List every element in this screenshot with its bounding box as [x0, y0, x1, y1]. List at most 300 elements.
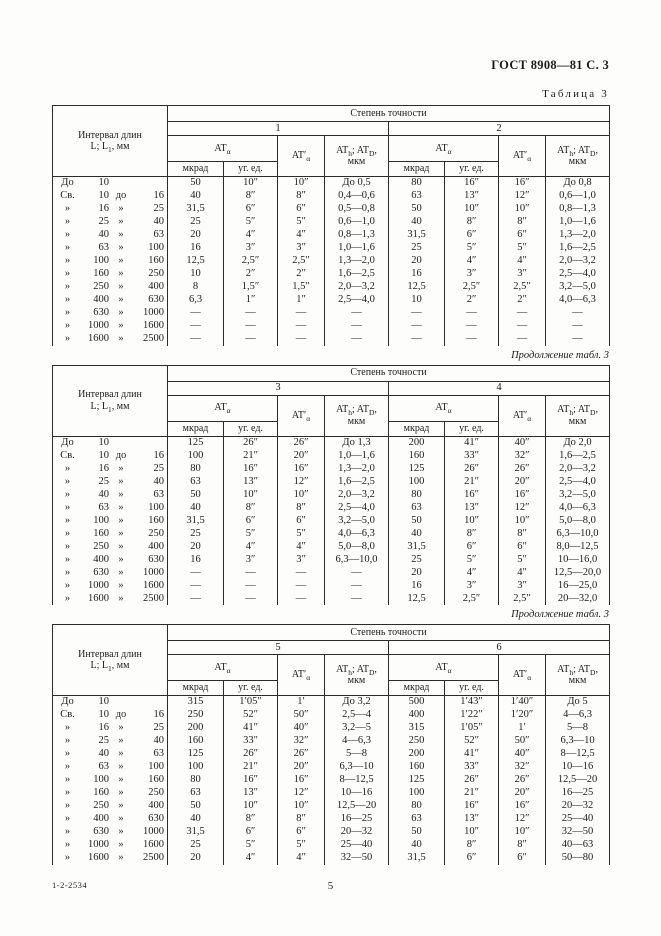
- value-cell: 0,5—0,8: [325, 203, 389, 216]
- value-cell: 6″: [224, 826, 278, 839]
- value-cell: 20: [389, 255, 445, 268]
- value-cell: —: [224, 592, 278, 605]
- value-cell: 4″: [224, 229, 278, 242]
- value-cell: 1,5″: [224, 281, 278, 294]
- value-cell: 6″: [445, 852, 499, 865]
- value-cell: 12″: [499, 813, 546, 826]
- value-cell: 63: [389, 501, 445, 514]
- value-cell: 1,3—2,0: [325, 462, 389, 475]
- value-cell: —: [168, 307, 224, 320]
- accuracy-degree-header: Степень точности: [168, 365, 610, 381]
- value-cell: 1′40″: [499, 696, 546, 709]
- value-cell: —: [389, 320, 445, 333]
- angular-units-header: уг. ед.: [445, 162, 499, 177]
- value-cell: 16″: [445, 177, 499, 190]
- value-cell: 160: [389, 449, 445, 462]
- value-cell: 500: [389, 696, 445, 709]
- value-cell: 1′: [278, 696, 325, 709]
- value-cell: 3,2—5: [325, 722, 389, 735]
- value-cell: 4″: [224, 540, 278, 553]
- value-cell: 16: [389, 268, 445, 281]
- table-row: [53, 540, 610, 553]
- table-row: [53, 242, 610, 255]
- at-h-d-header: $AT_h$; $AT_D$, мкм: [546, 395, 610, 436]
- value-cell: 2,5—4,0: [325, 501, 389, 514]
- value-cell: 20: [168, 540, 224, 553]
- value-cell: 10: [389, 294, 445, 307]
- interval-cell: Св. 10 до 16: [53, 190, 168, 203]
- value-cell: 16″: [224, 462, 278, 475]
- value-cell: 125: [168, 748, 224, 761]
- interval-cell: » 40 » 63: [53, 748, 168, 761]
- interval-cell: » 25 » 40: [53, 216, 168, 229]
- value-cell: 40: [168, 190, 224, 203]
- value-cell: 0,6—1,0: [325, 216, 389, 229]
- interval-cell: » 630 » 1000: [53, 566, 168, 579]
- value-cell: 6″: [499, 852, 546, 865]
- interval-cell: » 630 » 1000: [53, 307, 168, 320]
- value-cell: 40—63: [546, 839, 610, 852]
- angular-units-header: уг. ед.: [224, 421, 278, 436]
- interval-cell: » 250 » 400: [53, 540, 168, 553]
- value-cell: 6″: [278, 514, 325, 527]
- interval-cell: » 1000 » 1600: [53, 579, 168, 592]
- value-cell: —: [499, 333, 546, 346]
- value-cell: 8″: [445, 527, 499, 540]
- at-alpha-prime-header: $AT'_\alpha$: [278, 655, 325, 696]
- value-cell: 6,3—10: [325, 761, 389, 774]
- at-alpha-header: $AT_\alpha$: [389, 655, 499, 681]
- value-cell: 1′43″: [445, 696, 499, 709]
- value-cell: —: [445, 320, 499, 333]
- interval-cell: » 63 » 100: [53, 242, 168, 255]
- microrad-header: мкрад: [168, 421, 224, 436]
- interval-cell: » 63 » 100: [53, 501, 168, 514]
- value-cell: 10—16,0: [546, 553, 610, 566]
- value-cell: 0,6—1,0: [546, 190, 610, 203]
- table-row: [53, 839, 610, 852]
- value-cell: 10—16: [325, 787, 389, 800]
- value-cell: 8″: [499, 216, 546, 229]
- value-cell: 6″: [278, 203, 325, 216]
- table-row: [53, 709, 610, 722]
- value-cell: 16″: [278, 774, 325, 787]
- value-cell: 125: [389, 462, 445, 475]
- interval-cell: » 40 » 63: [53, 488, 168, 501]
- at-alpha-header: $AT_\alpha$: [389, 136, 499, 162]
- value-cell: —: [278, 592, 325, 605]
- value-cell: 125: [168, 436, 224, 449]
- value-cell: 1,0—1,6: [325, 449, 389, 462]
- value-cell: 20″: [278, 761, 325, 774]
- value-cell: 20—32: [325, 826, 389, 839]
- value-cell: 1′20″: [499, 709, 546, 722]
- value-cell: 8,0—12,5: [546, 540, 610, 553]
- value-cell: 8″: [499, 527, 546, 540]
- value-cell: 31,5: [389, 852, 445, 865]
- value-cell: 1″: [278, 294, 325, 307]
- value-cell: 5,0—8,0: [546, 514, 610, 527]
- value-cell: 1,3—2,0: [325, 255, 389, 268]
- at-alpha-header: $AT_\alpha$: [168, 395, 278, 421]
- interval-cell: » 25 » 40: [53, 735, 168, 748]
- value-cell: 6″: [499, 540, 546, 553]
- at-h-d-header: $AT_h$; $AT_D$, мкм: [546, 136, 610, 177]
- value-cell: 1,6—2,5: [325, 475, 389, 488]
- continuation-label: Продолжение табл. 3: [511, 609, 609, 620]
- value-cell: 16″: [499, 177, 546, 190]
- value-cell: —: [499, 320, 546, 333]
- value-cell: 12″: [278, 787, 325, 800]
- value-cell: 2,0—3,2: [325, 281, 389, 294]
- interval-cell: » 25 » 40: [53, 475, 168, 488]
- value-cell: —: [224, 307, 278, 320]
- value-cell: 32″: [499, 761, 546, 774]
- table-row: [53, 255, 610, 268]
- table-row: [53, 501, 610, 514]
- value-cell: 80: [389, 800, 445, 813]
- value-cell: 20″: [499, 787, 546, 800]
- table-row: [53, 216, 610, 229]
- value-cell: 26″: [499, 774, 546, 787]
- value-cell: 4″: [445, 255, 499, 268]
- value-cell: —: [224, 566, 278, 579]
- interval-cell: » 630 » 1000: [53, 826, 168, 839]
- value-cell: 6,3: [168, 294, 224, 307]
- interval-cell: » 160 » 250: [53, 787, 168, 800]
- value-cell: 12,5: [389, 592, 445, 605]
- interval-cell: Св. 10 до 16: [53, 449, 168, 462]
- value-cell: 40: [389, 839, 445, 852]
- value-cell: 1″: [224, 294, 278, 307]
- at-alpha-prime-header: $AT'_\alpha$: [499, 136, 546, 177]
- value-cell: 3″: [224, 553, 278, 566]
- value-cell: —: [278, 566, 325, 579]
- value-cell: 13″: [445, 813, 499, 826]
- value-cell: 32″: [499, 449, 546, 462]
- value-cell: 26″: [224, 748, 278, 761]
- value-cell: 2″: [278, 268, 325, 281]
- value-cell: 16″: [278, 462, 325, 475]
- value-cell: —: [278, 320, 325, 333]
- degree-number: 3: [168, 381, 389, 395]
- value-cell: 40″: [499, 748, 546, 761]
- value-cell: 100: [389, 787, 445, 800]
- interval-cell: » 63 » 100: [53, 761, 168, 774]
- at-alpha-header: $AT_\alpha$: [168, 136, 278, 162]
- table-row: [53, 449, 610, 462]
- value-cell: 20: [389, 566, 445, 579]
- value-cell: 20: [168, 852, 224, 865]
- value-cell: 41″: [224, 722, 278, 735]
- value-cell: 200: [168, 722, 224, 735]
- interval-cell: » 40 » 63: [53, 229, 168, 242]
- value-cell: 4″: [278, 540, 325, 553]
- value-cell: 1,3—2,0: [546, 229, 610, 242]
- value-cell: 2,5—4,0: [546, 475, 610, 488]
- interval-cell: » 250 » 400: [53, 800, 168, 813]
- value-cell: 4″: [499, 566, 546, 579]
- accuracy-table-3-4: [52, 365, 609, 606]
- table-row: [53, 774, 610, 787]
- degree-number: 5: [168, 641, 389, 655]
- value-cell: 12,5: [168, 255, 224, 268]
- value-cell: 8″: [278, 190, 325, 203]
- interval-column-header: Интервал длин L; $L_1$, мм: [53, 106, 168, 177]
- interval-cell: До 10: [53, 177, 168, 190]
- value-cell: 8″: [278, 813, 325, 826]
- value-cell: 4,0—6,3: [546, 501, 610, 514]
- value-cell: 4″: [278, 852, 325, 865]
- table-row: [53, 553, 610, 566]
- value-cell: 25—40: [546, 813, 610, 826]
- table-row: [53, 696, 610, 709]
- value-cell: 16: [168, 553, 224, 566]
- continuation-label: Продолжение табл. 3: [511, 349, 609, 361]
- value-cell: 16″: [499, 488, 546, 501]
- doc-header: ГОСТ 8908—81 С. 3: [491, 58, 609, 72]
- at-h-d-header: $AT_h$; $AT_D$, мкм: [325, 655, 389, 696]
- table-row: [53, 190, 610, 203]
- value-cell: 5″: [224, 839, 278, 852]
- value-cell: 16—25: [546, 787, 610, 800]
- value-cell: 3,2—5,0: [546, 281, 610, 294]
- table-row: [53, 761, 610, 774]
- value-cell: 6″: [445, 540, 499, 553]
- value-cell: 26″: [499, 462, 546, 475]
- value-cell: 26″: [445, 774, 499, 787]
- value-cell: До 5: [546, 696, 610, 709]
- value-cell: —: [445, 333, 499, 346]
- value-cell: —: [224, 333, 278, 346]
- value-cell: 31,5: [168, 203, 224, 216]
- value-cell: 200: [389, 436, 445, 449]
- table-row: [53, 320, 610, 333]
- value-cell: 5″: [278, 527, 325, 540]
- accuracy-table-1-2: [52, 105, 609, 346]
- value-cell: 160: [168, 735, 224, 748]
- value-cell: 32—50: [546, 826, 610, 839]
- interval-column-header: Интервал длин L; $L_1$, мм: [53, 625, 168, 696]
- interval-cell: » 100 » 160: [53, 774, 168, 787]
- value-cell: 80: [389, 177, 445, 190]
- table-row: [53, 852, 610, 865]
- value-cell: 1,6—2,5: [546, 449, 610, 462]
- value-cell: —: [325, 579, 389, 592]
- interval-cell: » 16 » 25: [53, 462, 168, 475]
- value-cell: 4″: [224, 852, 278, 865]
- value-cell: 16″: [224, 774, 278, 787]
- table-row: [53, 268, 610, 281]
- value-cell: 10: [168, 268, 224, 281]
- value-cell: 20—32: [546, 800, 610, 813]
- value-cell: 0,8—1,3: [546, 203, 610, 216]
- value-cell: 0,4—0,6: [325, 190, 389, 203]
- value-cell: —: [325, 320, 389, 333]
- value-cell: 16: [389, 579, 445, 592]
- table-row: [53, 177, 610, 190]
- table-row: [53, 722, 610, 735]
- table-row: [53, 475, 610, 488]
- at-alpha-prime-header: $AT'_\alpha$: [499, 395, 546, 436]
- value-cell: 1,6—2,5: [546, 242, 610, 255]
- value-cell: 50″: [499, 735, 546, 748]
- value-cell: 52″: [445, 735, 499, 748]
- value-cell: 33″: [445, 449, 499, 462]
- interval-cell: » 100 » 160: [53, 514, 168, 527]
- value-cell: 40″: [278, 722, 325, 735]
- value-cell: 12,5: [389, 281, 445, 294]
- degree-number: 2: [389, 122, 610, 136]
- value-cell: 41″: [445, 748, 499, 761]
- table-row: [53, 488, 610, 501]
- value-cell: —: [168, 320, 224, 333]
- value-cell: 6″: [499, 229, 546, 242]
- value-cell: 10″: [278, 800, 325, 813]
- value-cell: 3″: [499, 579, 546, 592]
- value-cell: 2,0—3,2: [325, 488, 389, 501]
- value-cell: 10″: [224, 800, 278, 813]
- value-cell: 315: [389, 722, 445, 735]
- value-cell: 31,5: [389, 229, 445, 242]
- value-cell: 315: [168, 696, 224, 709]
- at-alpha-prime-header: $AT'_\alpha$: [278, 136, 325, 177]
- value-cell: 1,6—2,5: [325, 268, 389, 281]
- value-cell: 1′22″: [445, 709, 499, 722]
- value-cell: —: [278, 579, 325, 592]
- table-row: [53, 281, 610, 294]
- value-cell: —: [278, 307, 325, 320]
- interval-cell: » 400 » 630: [53, 813, 168, 826]
- value-cell: 20″: [278, 449, 325, 462]
- value-cell: 52″: [224, 709, 278, 722]
- value-cell: 4″: [278, 229, 325, 242]
- value-cell: 40: [168, 501, 224, 514]
- value-cell: 6,3—10: [546, 735, 610, 748]
- at-alpha-prime-header: $AT'_\alpha$: [499, 655, 546, 696]
- value-cell: 250: [168, 709, 224, 722]
- value-cell: —: [325, 333, 389, 346]
- value-cell: 2,5″: [445, 281, 499, 294]
- value-cell: 50: [389, 826, 445, 839]
- table-row: [53, 294, 610, 307]
- at-h-d-header: $AT_h$; $AT_D$, мкм: [325, 395, 389, 436]
- value-cell: 12″: [499, 501, 546, 514]
- value-cell: 32″: [278, 735, 325, 748]
- microrad-header: мкрад: [168, 162, 224, 177]
- value-cell: 5″: [224, 216, 278, 229]
- interval-cell: » 400 » 630: [53, 294, 168, 307]
- value-cell: —: [168, 579, 224, 592]
- value-cell: 16—25: [325, 813, 389, 826]
- value-cell: 3″: [224, 242, 278, 255]
- value-cell: 5—8: [325, 748, 389, 761]
- value-cell: 2″: [445, 294, 499, 307]
- value-cell: 5″: [224, 527, 278, 540]
- interval-cell: До 10: [53, 436, 168, 449]
- value-cell: 1′05″: [445, 722, 499, 735]
- table-row: [53, 826, 610, 839]
- value-cell: 1,0—1,6: [325, 242, 389, 255]
- interval-cell: » 1000 » 1600: [53, 839, 168, 852]
- at-h-d-header: $AT_h$; $AT_D$, мкм: [546, 655, 610, 696]
- value-cell: —: [445, 307, 499, 320]
- value-cell: 50: [168, 800, 224, 813]
- value-cell: —: [278, 333, 325, 346]
- accuracy-table: [52, 365, 610, 606]
- interval-cell: » 1600 » 2500: [53, 852, 168, 865]
- microrad-header: мкрад: [389, 162, 445, 177]
- value-cell: 50: [389, 514, 445, 527]
- value-cell: 12,5—20,0: [546, 566, 610, 579]
- at-alpha-header: $AT_\alpha$: [389, 395, 499, 421]
- value-cell: 5″: [278, 216, 325, 229]
- value-cell: 25: [389, 553, 445, 566]
- value-cell: 2,5—4,0: [325, 294, 389, 307]
- value-cell: 10″: [278, 177, 325, 190]
- value-cell: 5″: [499, 553, 546, 566]
- table-row: [53, 787, 610, 800]
- value-cell: 12″: [278, 475, 325, 488]
- table-row: [53, 307, 610, 320]
- value-cell: 5—8: [546, 722, 610, 735]
- value-cell: 10—16: [546, 761, 610, 774]
- value-cell: 8″: [278, 501, 325, 514]
- value-cell: 63: [168, 475, 224, 488]
- table-row: [53, 333, 610, 346]
- table-row: [53, 229, 610, 242]
- interval-cell: » 16 » 25: [53, 722, 168, 735]
- value-cell: 8″: [499, 839, 546, 852]
- interval-cell: » 100 » 160: [53, 255, 168, 268]
- value-cell: 3″: [278, 553, 325, 566]
- value-cell: 10″: [499, 514, 546, 527]
- value-cell: —: [499, 307, 546, 320]
- table-caption: Таблица 3: [542, 88, 609, 100]
- value-cell: 12,5—20: [325, 800, 389, 813]
- value-cell: 2,5″: [224, 255, 278, 268]
- interval-column-header: Интервал длин L; $L_1$, мм: [53, 365, 168, 436]
- value-cell: 10″: [499, 203, 546, 216]
- value-cell: 8: [168, 281, 224, 294]
- value-cell: До 2,0: [546, 436, 610, 449]
- value-cell: 50: [389, 203, 445, 216]
- value-cell: 4,0—6,3: [325, 527, 389, 540]
- angular-units-header: уг. ед.: [224, 162, 278, 177]
- value-cell: 4—6,3: [546, 709, 610, 722]
- value-cell: 10″: [445, 514, 499, 527]
- value-cell: 31,5: [168, 826, 224, 839]
- value-cell: 2,5—4: [325, 709, 389, 722]
- degree-number: 1: [168, 122, 389, 136]
- value-cell: 50: [168, 488, 224, 501]
- value-cell: До 3,2: [325, 696, 389, 709]
- value-cell: 16″: [445, 488, 499, 501]
- value-cell: —: [168, 566, 224, 579]
- value-cell: 10″: [278, 488, 325, 501]
- value-cell: 6,3—10,0: [325, 553, 389, 566]
- microrad-header: мкрад: [389, 681, 445, 696]
- value-cell: 5″: [278, 839, 325, 852]
- value-cell: 26″: [278, 748, 325, 761]
- value-cell: 16—25,0: [546, 579, 610, 592]
- value-cell: 8″: [224, 501, 278, 514]
- value-cell: —: [224, 579, 278, 592]
- value-cell: 80: [389, 488, 445, 501]
- value-cell: 25: [168, 527, 224, 540]
- value-cell: 20: [168, 229, 224, 242]
- value-cell: 2,5″: [445, 592, 499, 605]
